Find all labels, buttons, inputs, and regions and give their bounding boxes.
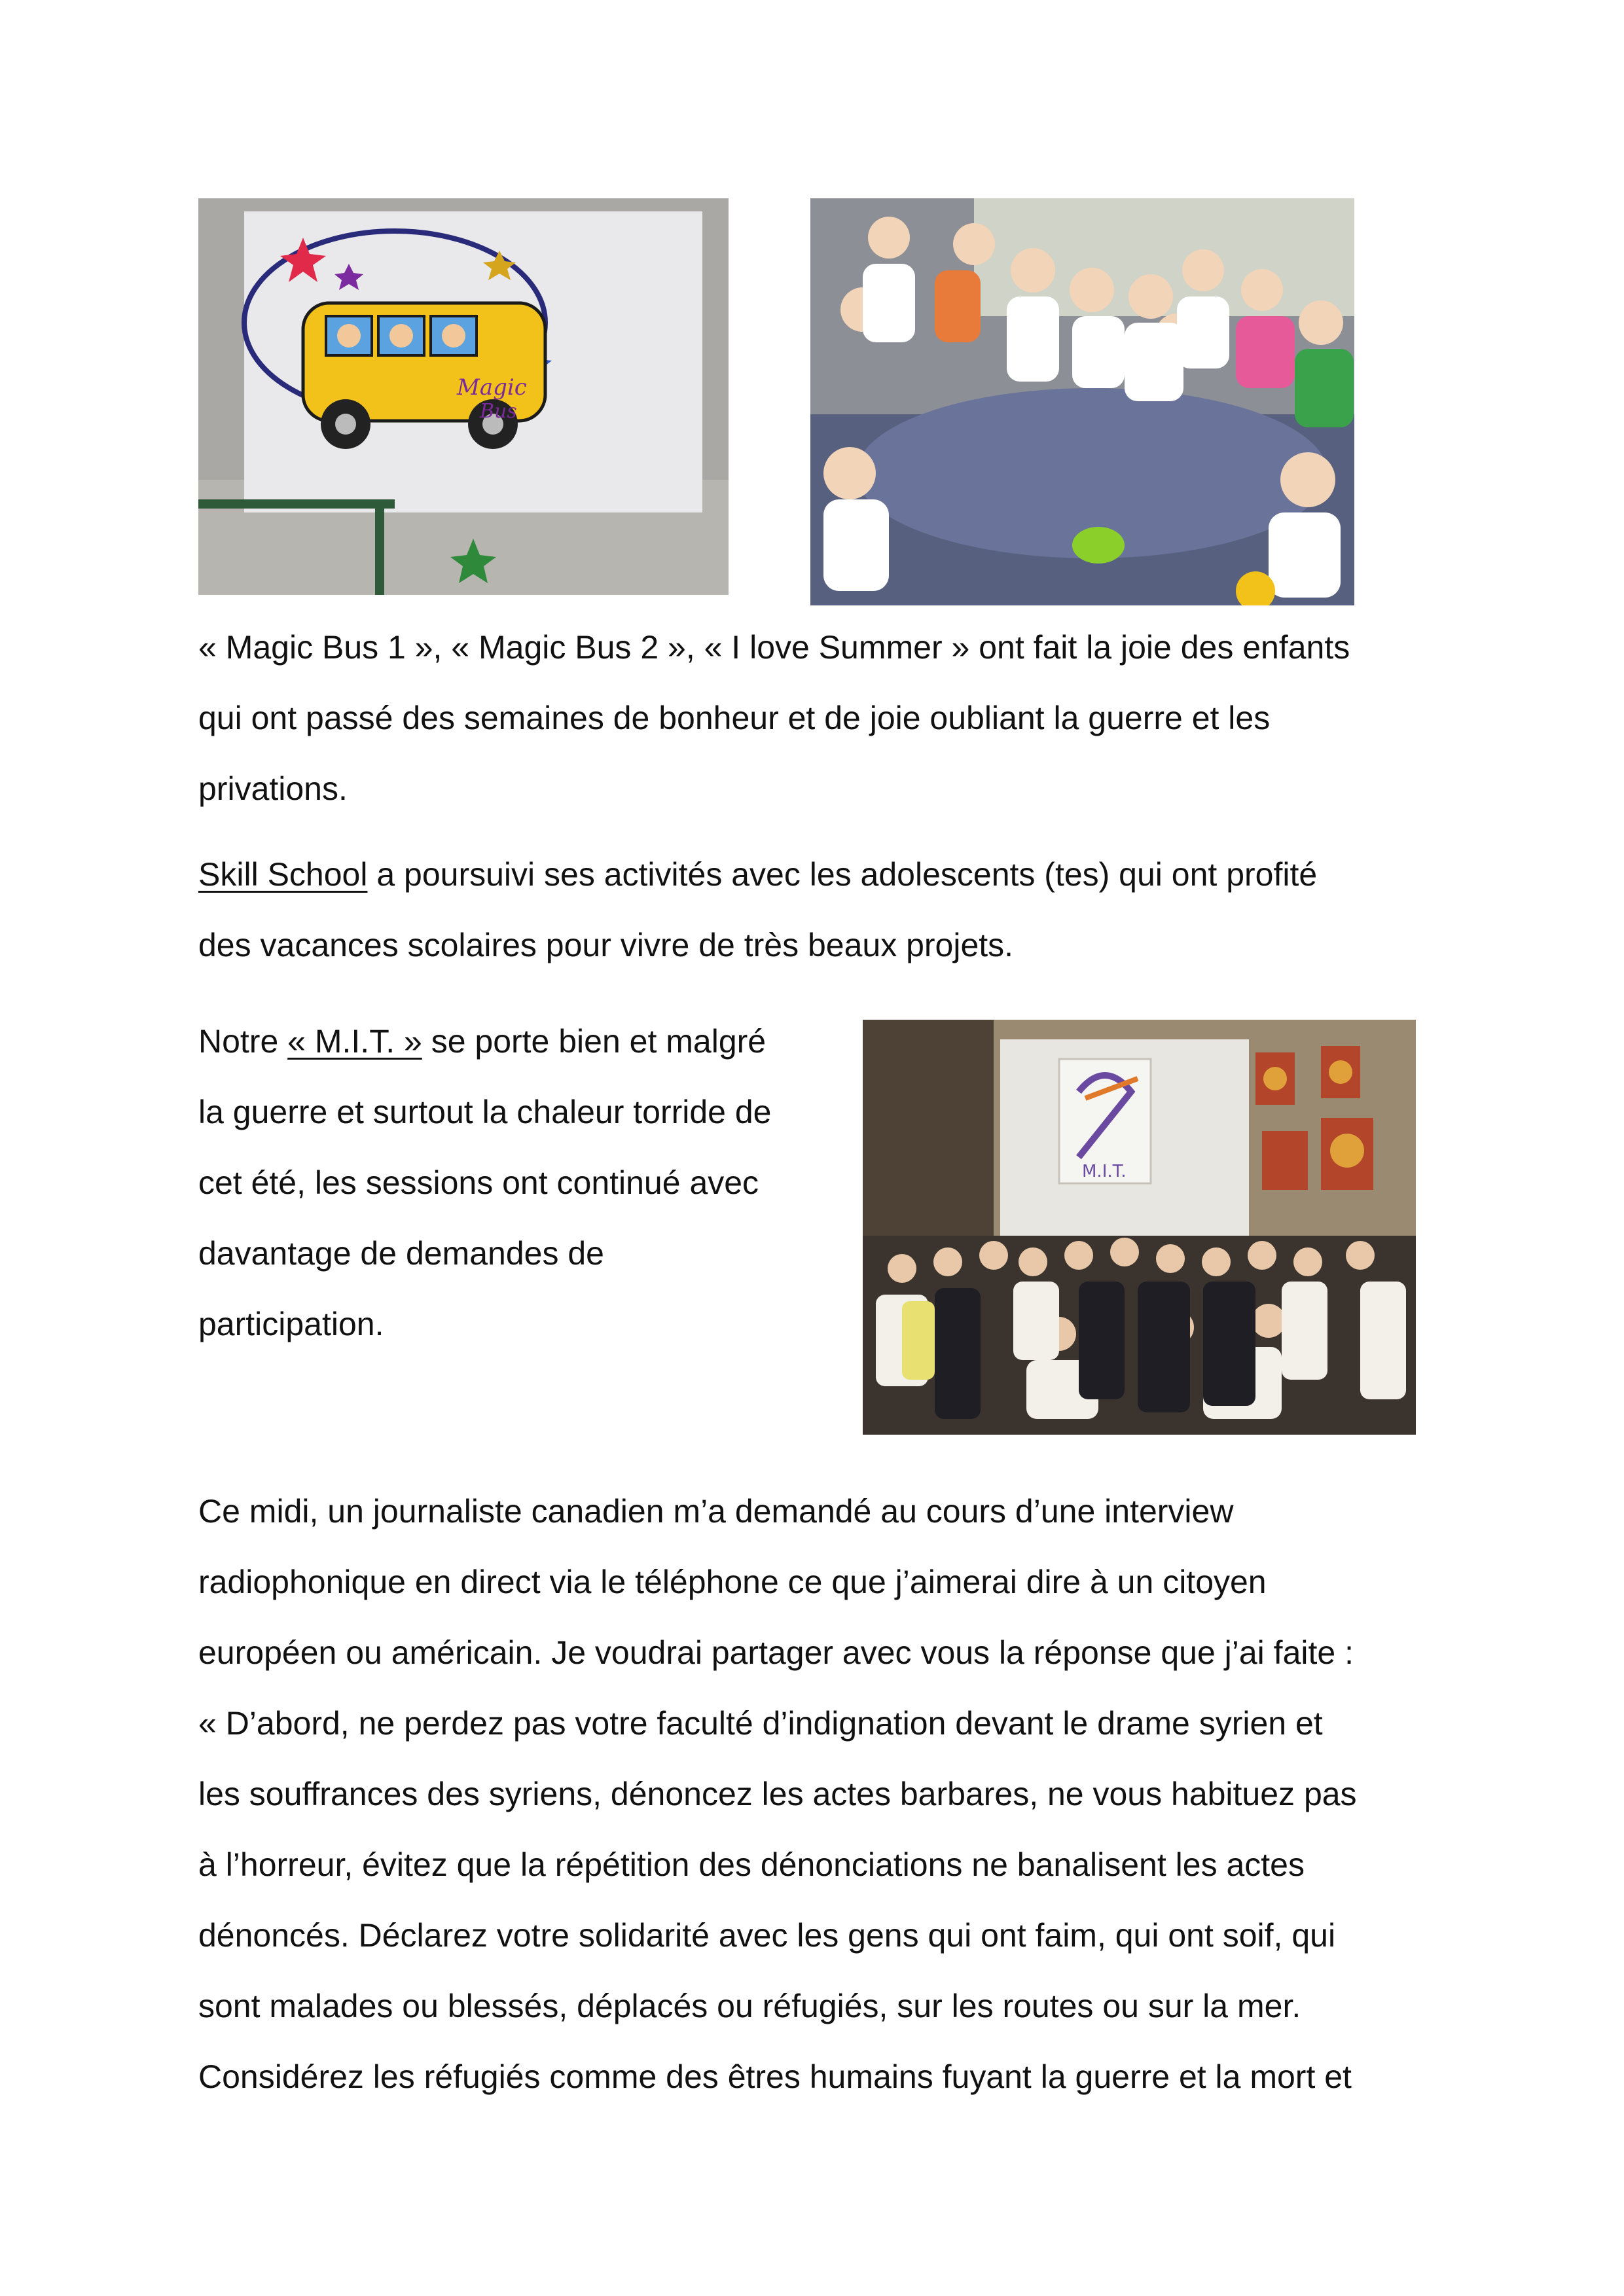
text-line: Considérez les réfugiés comme des êtres humains fuyant la guerre et la mort et: [198, 2058, 1352, 2095]
text-line: dénoncés. Déclarez votre solidarité avec les gens qui ont faim, qui ont soif, qui: [198, 1917, 1336, 1954]
text-run: se porte bien et malgré: [422, 1023, 767, 1060]
text-line: Ce midi, un journaliste canadien m’a demandé au cours d’une interview: [198, 1493, 1234, 1530]
text-line: privations.: [198, 770, 348, 807]
mit-logo-text: M.I.T.: [1082, 1162, 1127, 1181]
text-line: cet été, les sessions ont continué avec: [198, 1164, 759, 1201]
mit-link[interactable]: « M.I.T. »: [287, 1023, 422, 1060]
magic-bus-image: [198, 198, 729, 595]
text-run: Notre: [198, 1023, 288, 1060]
text-line: radiophonique en direct via le téléphone ce que j’aimerai dire à un citoyen: [198, 1564, 1267, 1600]
text-line: européen ou américain. Je voudrai partager avec vous la réponse que j’ai faite :: [198, 1634, 1354, 1671]
magic-bus-photo: [198, 198, 729, 595]
text-line: participation.: [198, 1306, 384, 1342]
magic-bus-sign-text: Magic: [457, 374, 527, 401]
mit-group-image: [863, 1020, 1416, 1435]
paragraph-skill-school: [198, 839, 1317, 980]
mit-group-photo: [863, 1020, 1416, 1435]
text-line: [198, 839, 1317, 910]
text-line: qui ont passé des semaines de bonheur et de joie oubliant la guerre et les: [198, 700, 1271, 736]
text-line: à l’horreur, évitez que la répétition des dénonciations ne banalisent les actes: [198, 1846, 1305, 1883]
text-line: des vacances scolaires pour vivre de très beaux projets.: [198, 927, 1014, 963]
text-line: [198, 1006, 772, 1077]
text-line: les souffrances des syriens, dénoncez les actes barbares, ne vous habituez pas: [198, 1776, 1357, 1812]
text-line: la guerre et surtout la chaleur torride de: [198, 1094, 772, 1130]
children-image: [810, 198, 1354, 605]
paragraph-magic-bus: [198, 612, 1350, 824]
text-line: davantage de demandes de: [198, 1235, 604, 1272]
text-line: « D’abord, ne perdez pas votre faculté d’indignation devant le drame syrien et: [198, 1705, 1323, 1742]
paragraph-interview: [198, 1476, 1357, 2112]
text-line: sont malades ou blessés, déplacés ou réfugiés, sur les routes ou sur la mer.: [198, 1988, 1301, 2024]
children-circle-photo: [810, 198, 1354, 605]
text-run: a poursuivi ses activités avec les adolescents (tes) qui ont profité: [367, 856, 1318, 893]
magic-bus-sign-text-2: Bus: [480, 400, 517, 423]
skill-school-link[interactable]: Skill School: [198, 856, 368, 893]
paragraph-mit: [198, 1006, 772, 1359]
text-line: « Magic Bus 1 », « Magic Bus 2 », « I love Summer » ont fait la joie des enfants: [198, 629, 1350, 666]
